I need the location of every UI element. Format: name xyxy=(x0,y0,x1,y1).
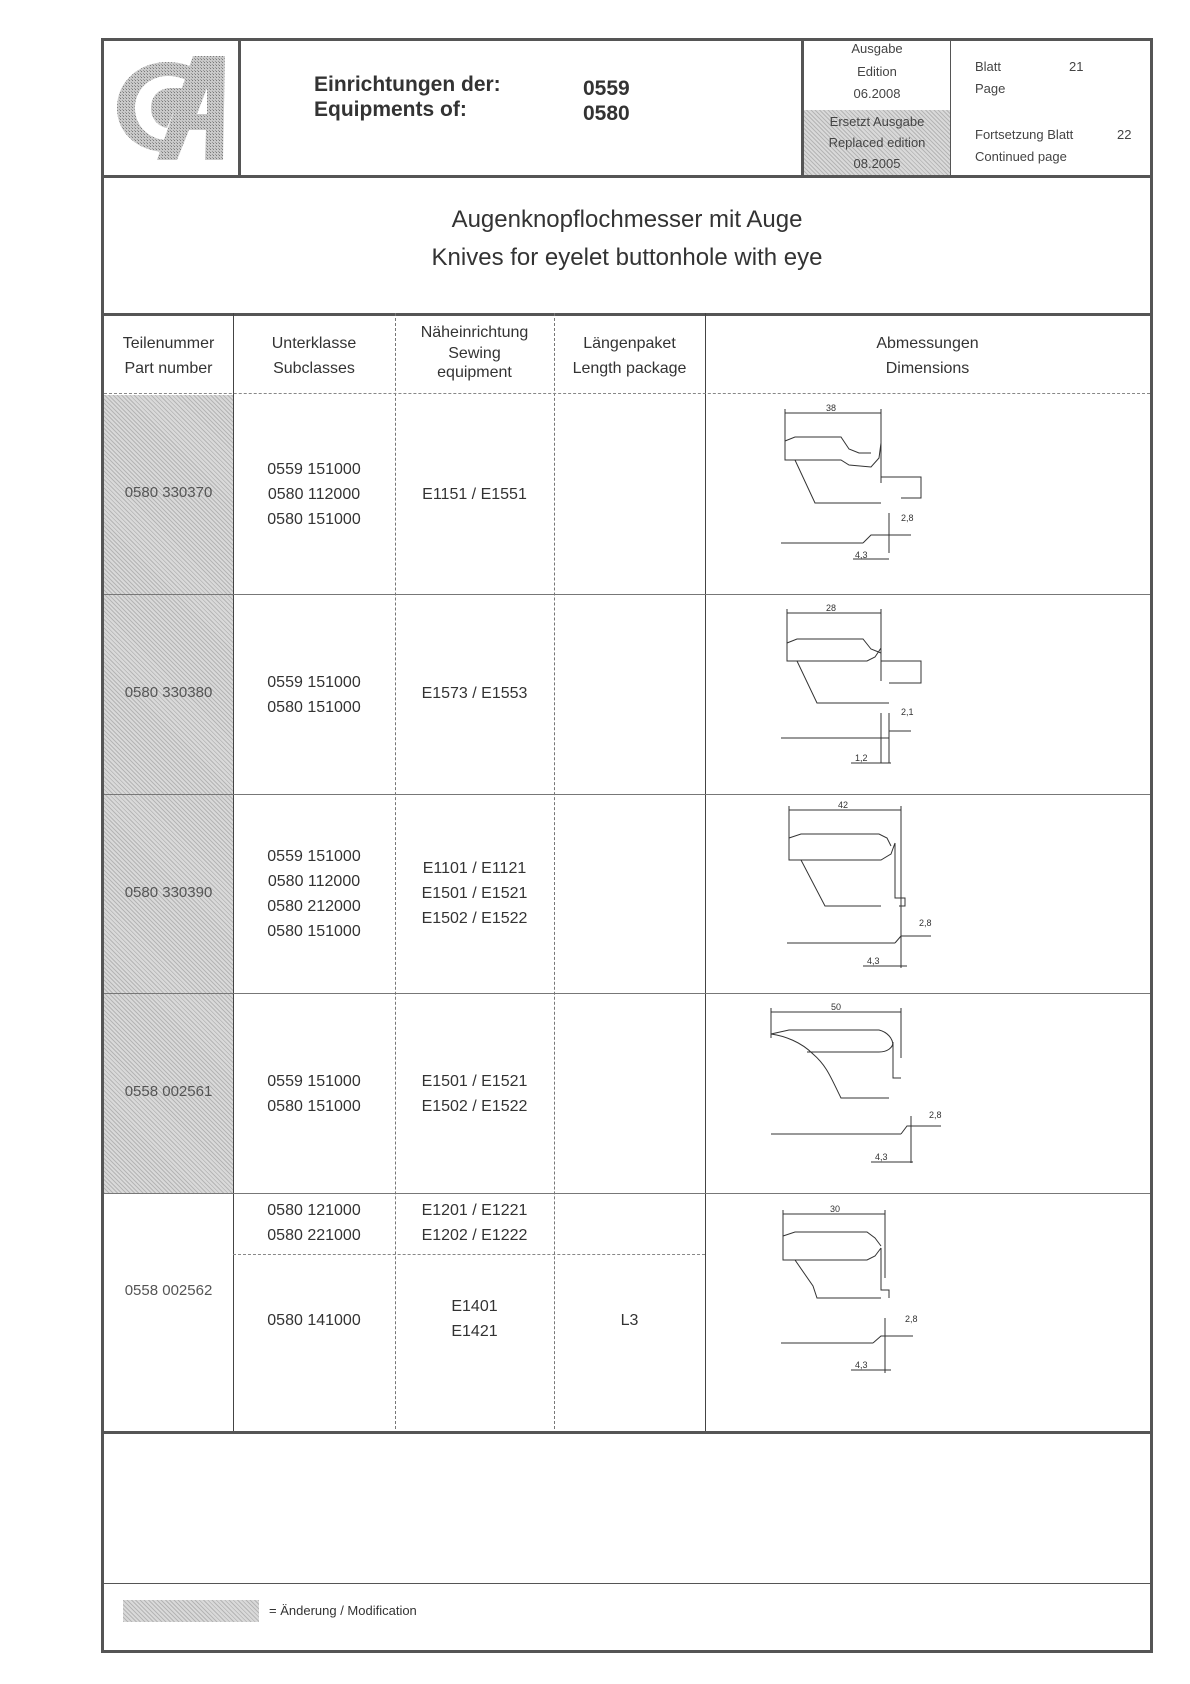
row-2-sub-2: 0580 151000 xyxy=(267,699,361,716)
row-1-sub-1: 0559 151000 xyxy=(267,461,361,478)
dim-4-bottom: 4,3 xyxy=(875,1152,888,1162)
modification-legend-text: = Änderung / Modification xyxy=(269,1603,417,1618)
row-5a-eq-2: E1202 / E1222 xyxy=(421,1227,528,1244)
continued-label-en: Continued page xyxy=(975,149,1067,164)
dim-2-side: 2,1 xyxy=(901,707,914,717)
col-dim-en: Dimensions xyxy=(885,360,970,377)
dimension-drawing-3 xyxy=(771,798,1011,988)
row-5a-sub-2: 0580 221000 xyxy=(267,1227,361,1244)
col-len-de: Längenpaket xyxy=(583,335,676,352)
dimension-drawing-4 xyxy=(761,998,1011,1188)
row-3-eq-1: E1101 / E1121 xyxy=(422,860,527,877)
header-class-1: 0559 xyxy=(583,77,630,100)
dim-2-top: 28 xyxy=(825,603,837,613)
modification-legend-swatch xyxy=(123,1600,259,1622)
sheet-label-de: Blatt xyxy=(975,59,1002,74)
header-class-2: 0580 xyxy=(583,102,630,125)
table-row-2-part: 0580 330380 xyxy=(124,684,213,701)
row-1-sub-2: 0580 112000 xyxy=(267,486,361,503)
dim-1-bottom: 4,3 xyxy=(855,550,868,560)
row-2-sub-1: 0559 151000 xyxy=(267,674,361,691)
edition-date: 06.2008 xyxy=(853,86,901,101)
row-3-sub-1: 0559 151000 xyxy=(267,848,361,865)
row-3-eq-2: E1501 / E1521 xyxy=(421,885,528,902)
dim-2-bottom: 1,2 xyxy=(855,753,868,763)
continued-number: 22 xyxy=(1117,127,1132,142)
row-2-equipment: E1573 / E1553 xyxy=(421,685,528,702)
dim-3-top: 42 xyxy=(837,800,849,810)
row-3-sub-3: 0580 212000 xyxy=(267,898,361,915)
header-title-de: Einrichtungen der: xyxy=(314,73,501,96)
company-logo xyxy=(111,50,229,165)
dim-1-side: 2,8 xyxy=(901,513,914,523)
row-4-eq-2: E1502 / E1522 xyxy=(421,1098,528,1115)
table-row-4-part: 0558 002561 xyxy=(124,1083,213,1100)
table-row-5-part: 0558 002562 xyxy=(124,1282,213,1299)
col-sew-en2: equipment xyxy=(437,364,512,381)
replaced-label-de: Ersetzt Ausgabe xyxy=(829,114,925,129)
replaced-date: 08.2005 xyxy=(853,156,901,171)
dim-5-side: 2,8 xyxy=(905,1314,918,1324)
row-5a-sub-1: 0580 121000 xyxy=(267,1202,361,1219)
col-sub-de: Unterklasse xyxy=(271,335,357,352)
dim-3-bottom: 4,3 xyxy=(867,956,880,966)
row-5a-eq-1: E1201 / E1221 xyxy=(421,1202,528,1219)
row-4-eq-1: E1501 / E1521 xyxy=(421,1073,528,1090)
row-5b-eq-2: E1421 xyxy=(451,1323,498,1340)
col-sub-en: Subclasses xyxy=(273,360,355,377)
sheet-label-en: Page xyxy=(975,81,1006,96)
dim-4-top: 50 xyxy=(830,1002,842,1012)
col-dim-de: Abmessungen xyxy=(876,335,979,352)
row-1-equipment: E1151 / E1551 xyxy=(422,486,527,503)
row-3-eq-3: E1502 / E1522 xyxy=(421,910,528,927)
row-5b-length: L3 xyxy=(620,1312,639,1329)
row-5b-sub-1: 0580 141000 xyxy=(267,1312,361,1329)
continued-label-de: Fortsetzung Blatt xyxy=(975,127,1074,142)
col-len-en: Length package xyxy=(572,360,687,377)
replaced-label-en: Replaced edition xyxy=(828,135,926,150)
col-sew-en1: Sewing xyxy=(448,345,501,362)
row-4-sub-1: 0559 151000 xyxy=(267,1073,361,1090)
col-part-de: Teilenummer xyxy=(122,335,215,352)
row-1-sub-3: 0580 151000 xyxy=(267,511,361,528)
row-3-sub-4: 0580 151000 xyxy=(267,923,361,940)
dim-1-top: 38 xyxy=(825,403,837,413)
document-sheet xyxy=(101,38,1153,1649)
edition-label-de: Ausgabe xyxy=(851,41,903,56)
header-title-en: Equipments of: xyxy=(314,98,467,121)
table-row-3-part: 0580 330390 xyxy=(124,884,213,901)
dim-3-side: 2,8 xyxy=(919,918,932,928)
dim-5-bottom: 4,3 xyxy=(855,1360,868,1370)
page-title-de: Augenknopflochmesser mit Auge xyxy=(451,206,803,233)
row-4-sub-2: 0580 151000 xyxy=(267,1098,361,1115)
dimension-drawing-1 xyxy=(771,403,1011,588)
col-part-en: Part number xyxy=(124,360,213,377)
dim-4-side: 2,8 xyxy=(929,1110,942,1120)
dimension-drawing-2 xyxy=(771,603,1011,788)
sheet-number: 21 xyxy=(1069,59,1084,74)
row-3-sub-2: 0580 112000 xyxy=(267,873,361,890)
col-sew-de: Näheinrichtung xyxy=(420,324,529,341)
table-row-1-part: 0580 330370 xyxy=(124,484,213,501)
dimension-drawing-5 xyxy=(771,1198,1011,1423)
page-title-en: Knives for eyelet buttonhole with eye xyxy=(431,244,823,271)
row-5b-eq-1: E1401 xyxy=(451,1298,498,1315)
edition-label-en: Edition xyxy=(857,64,897,79)
dim-5-top: 30 xyxy=(829,1204,841,1214)
